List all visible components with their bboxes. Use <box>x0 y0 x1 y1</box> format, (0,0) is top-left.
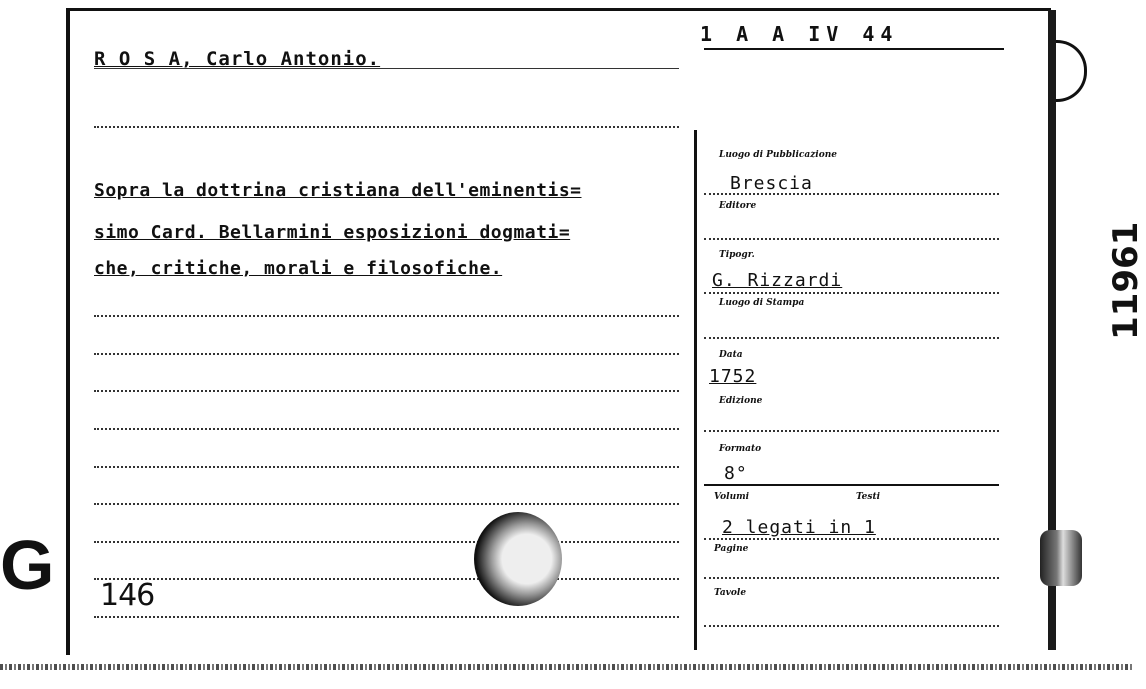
call-number-rule <box>704 48 1004 50</box>
bottom-scan-strip <box>0 664 1133 670</box>
rule-line <box>94 466 679 468</box>
rule-line <box>94 428 679 430</box>
field-rule <box>704 337 999 339</box>
field-rule <box>704 193 999 195</box>
catalog-card <box>64 0 1054 665</box>
card-top-border <box>66 8 1051 11</box>
volumes-value: 2 legati in 1 <box>722 517 876 538</box>
title-line-1: Sopra la dottrina cristiana dell'eminentis= <box>94 180 582 201</box>
volumes-label: Volumi <box>714 492 750 502</box>
margin-letter: G <box>0 526 55 604</box>
field-rule <box>704 484 999 486</box>
format-value: 8° <box>724 463 748 484</box>
author-rule <box>94 68 679 69</box>
edition-label: Edizione <box>719 396 763 406</box>
column-divider <box>694 130 697 650</box>
field-rule <box>704 538 999 540</box>
title-line-3: che, critiche, morali e filosofiche. <box>94 258 503 279</box>
side-note: 11961 <box>1106 221 1146 340</box>
publisher-label: Editore <box>719 201 757 211</box>
format-label: Formato <box>719 444 762 454</box>
printer-value: G. Rizzardi <box>712 270 843 291</box>
binder-hole <box>474 512 562 606</box>
author-heading: R O S A, Carlo Antonio. <box>94 48 381 70</box>
call-number: 1 A A IV 44 <box>700 22 899 46</box>
field-rule <box>704 430 999 432</box>
field-rule <box>704 292 999 294</box>
rule-line <box>94 126 679 128</box>
date-value: 1752 <box>709 366 757 387</box>
pages-label: Pagine <box>714 544 749 554</box>
texts-label: Testi <box>856 492 881 502</box>
rule-line <box>94 503 679 505</box>
rule-line <box>94 578 679 580</box>
rule-line <box>94 541 679 543</box>
rule-line <box>94 390 679 392</box>
print-place-label: Luogo di Stampa <box>719 298 805 308</box>
rule-line <box>94 353 679 355</box>
place-label: Luogo di Pubblicazione <box>719 150 837 160</box>
inventory-number: 146 <box>100 578 155 613</box>
title-line-2: simo Card. Bellarmini esposizioni dogmati= <box>94 222 571 243</box>
rule-line <box>94 315 679 317</box>
card-clip <box>1040 530 1082 586</box>
field-rule <box>704 625 999 627</box>
field-rule <box>704 238 999 240</box>
field-rule <box>704 577 999 579</box>
card-edge-curve <box>1056 40 1087 102</box>
place-value: Brescia <box>730 173 813 194</box>
printer-label: Tipogr. <box>719 250 755 260</box>
rule-line <box>94 616 679 618</box>
plates-label: Tavole <box>714 588 747 598</box>
card-left-border <box>66 10 70 655</box>
date-label: Data <box>719 350 743 360</box>
